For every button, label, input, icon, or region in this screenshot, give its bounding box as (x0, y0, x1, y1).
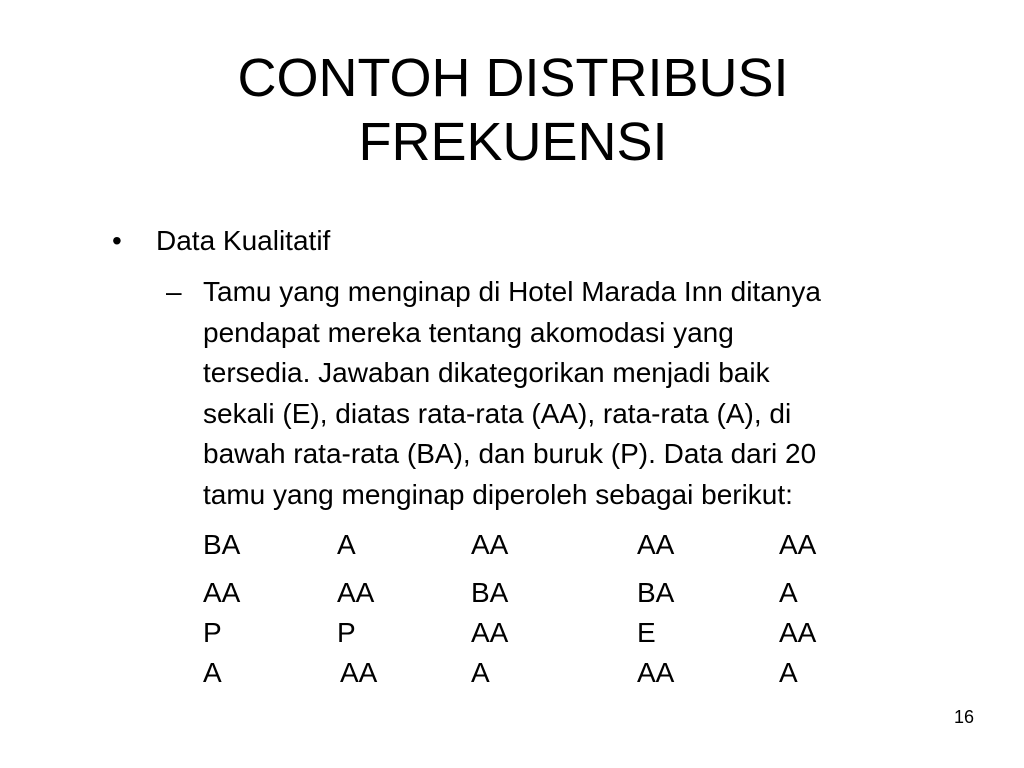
sub-bullet-marker: – (166, 276, 182, 307)
data-cell: BA (203, 529, 241, 560)
data-cell: AA (471, 617, 509, 648)
data-cell: A (779, 657, 798, 688)
data-cell: AA (471, 529, 509, 560)
paragraph-line: pendapat mereka tentang akomodasi yang (203, 316, 734, 348)
data-cell: A (337, 529, 356, 560)
paragraph-line: tamu yang menginap diperoleh sebagai berikut: (203, 478, 793, 510)
paragraph-line: tersedia. Jawaban dikategorikan menjadi baik (203, 357, 770, 388)
data-cell: A (471, 657, 490, 688)
data-cell: BA (471, 577, 509, 608)
data-cell: AA (337, 577, 375, 608)
slide-title (140, 46, 886, 174)
data-cell: AA (340, 657, 378, 688)
data-cell: AA (637, 529, 675, 560)
data-cell: AA (203, 577, 241, 608)
data-cell: E (637, 617, 656, 648)
data-cell: A (203, 657, 222, 688)
data-cell: P (337, 617, 356, 648)
paragraph-line: sekali (E), diatas rata-rata (AA), rata-rata (A), di (203, 397, 792, 429)
page-number: 16 (953, 707, 974, 727)
paragraph-line: Tamu yang menginap di Hotel Marada Inn ditanya (203, 276, 821, 307)
sub-bullet-paragraph (203, 272, 983, 515)
data-cell: AA (779, 617, 817, 648)
data-cell: P (203, 617, 222, 648)
bullet-text: Data Kualitatif (156, 225, 331, 256)
bullet-marker: • (112, 225, 122, 256)
data-cell: AA (637, 657, 675, 688)
paragraph-line: bawah rata-rata (BA), dan buruk (P). Data dari 20 (203, 438, 817, 469)
data-cell: BA (637, 577, 675, 608)
data-cell: AA (779, 529, 817, 560)
data-cell: A (779, 577, 798, 608)
title-line-2: FREKUENSI (358, 112, 668, 172)
title-line-1: CONTOH DISTRIBUSI (237, 48, 789, 108)
